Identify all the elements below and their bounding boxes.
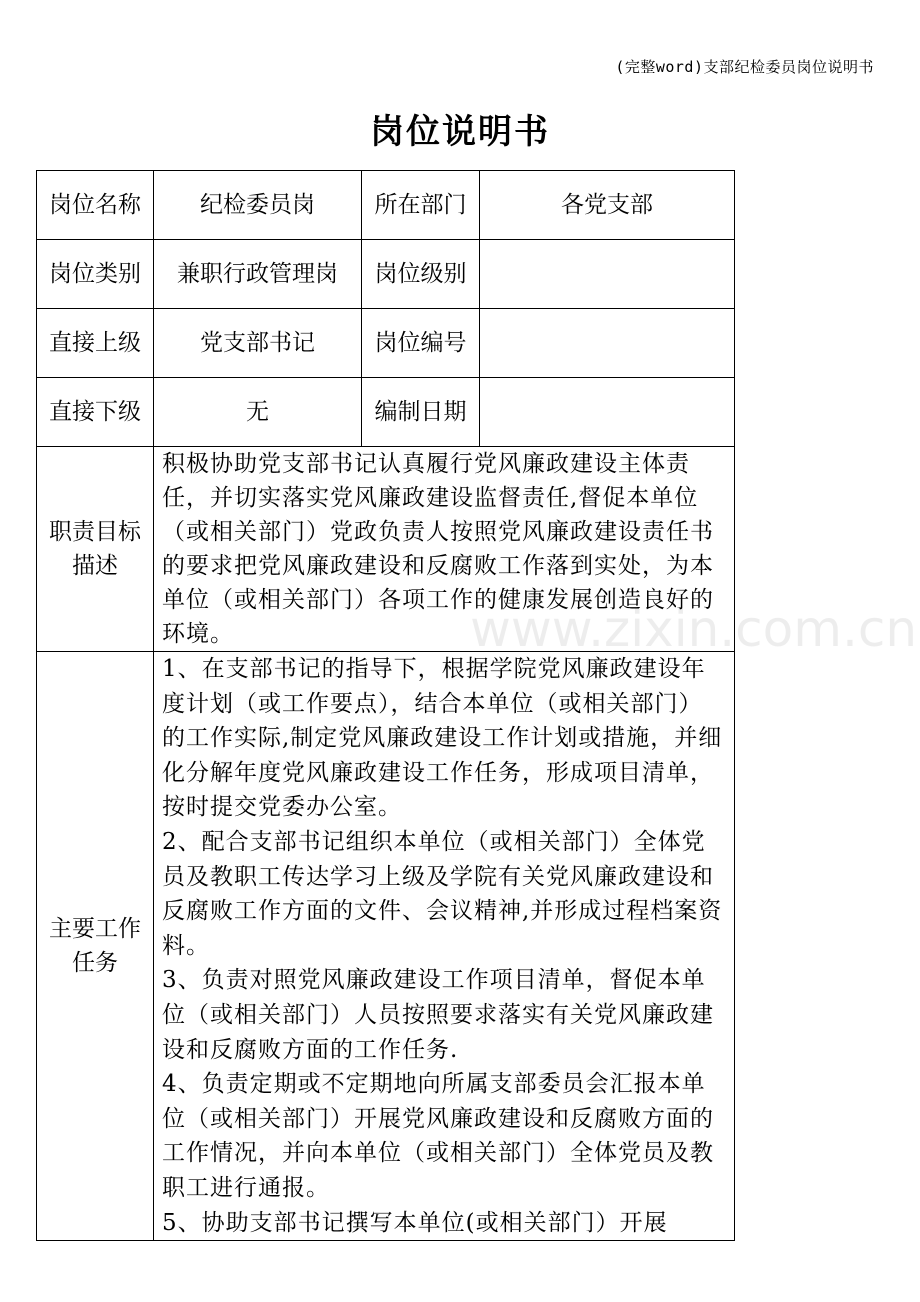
duty-objective-text: 积极协助党支部书记认真履行党风廉政建设主体责任，并切实落实党风廉政建设监督责任,督促本单位（或相关部门）党政负责人按照党风廉政建设责任书的要求把党风廉政建设和反腐败工作落到实处，为本单位（或相关部门）各项工作的健康发展创造良好的环境。 — [154, 447, 735, 652]
position-category-label: 岗位类别 — [37, 240, 154, 309]
watermark: www.zixin.com.cn — [470, 600, 918, 658]
prepared-date-value — [480, 378, 735, 447]
position-name-label: 岗位名称 — [37, 171, 154, 240]
main-tasks-label: 主要工作任务 — [37, 652, 154, 1241]
direct-subordinate-value: 无 — [154, 378, 362, 447]
direct-superior-value: 党支部书记 — [154, 309, 362, 378]
department-label: 所在部门 — [362, 171, 480, 240]
department-value: 各党支部 — [480, 171, 735, 240]
task-item: 1、在支部书记的指导下，根据学院党风廉政建设年度计划（或工作要点），结合本单位（或相关部门）的工作实际,制定党风廉政建设工作计划或措施，并细化分解年度党风廉政建设工作任务，形成项目清单，按时提交党委办公室。 — [162, 656, 723, 821]
prepared-date-label: 编制日期 — [362, 378, 480, 447]
position-category-value: 兼职行政管理岗 — [154, 240, 362, 309]
main-tasks-list — [162, 652, 726, 1240]
direct-subordinate-label: 直接下级 — [37, 378, 154, 447]
table-row — [37, 309, 735, 378]
job-description-table — [36, 170, 735, 1241]
main-tasks-cell — [154, 652, 735, 1241]
direct-superior-label: 直接上级 — [37, 309, 154, 378]
task-item: 3、负责对照党风廉政建设工作项目清单，督促本单位（或相关部门）人员按照要求落实有关党风廉政建设和反腐败方面的工作任务. — [162, 967, 714, 1063]
table-row — [37, 378, 735, 447]
task-item: 5、协助支部书记撰写本单位(或相关部门）开展 — [162, 1209, 668, 1236]
position-name-value: 纪检委员岗 — [154, 171, 362, 240]
table-row — [37, 171, 735, 240]
table-row — [37, 652, 735, 1241]
table-row — [37, 447, 735, 652]
position-level-label: 岗位级别 — [362, 240, 480, 309]
task-item: 2、配合支部书记组织本单位（或相关部门）全体党员及教职工传达学习上级及学院有关党风廉政建设和反腐败工作方面的文件、会议精神,并形成过程档案资料。 — [162, 828, 723, 959]
running-header: (完整word)支部纪检委员岗位说明书 — [615, 58, 874, 76]
position-number-value — [480, 309, 735, 378]
duty-objective-label: 职责目标描述 — [37, 447, 154, 652]
task-item: 4、负责定期或不定期地向所属支部委员会汇报本单位（或相关部门）开展党风廉政建设和反腐败方面的工作情况，并向本单位（或相关部门）全体党员及教职工进行通报。 — [162, 1071, 714, 1201]
position-level-value — [480, 240, 735, 309]
table-row — [37, 240, 735, 309]
position-number-label: 岗位编号 — [362, 309, 480, 378]
document-title: 岗位说明书 — [370, 112, 550, 152]
